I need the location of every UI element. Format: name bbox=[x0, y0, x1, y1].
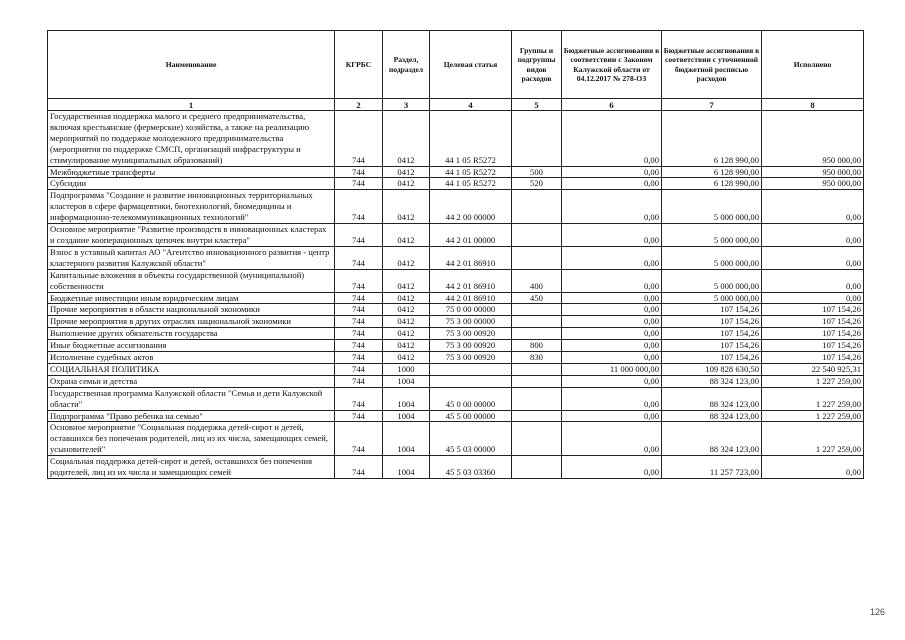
row-plan-amount: 88 324 123,00 bbox=[662, 422, 762, 456]
row-law-amount: 0,00 bbox=[562, 375, 662, 387]
row-target: 44 1 05 R5272 bbox=[430, 178, 512, 190]
row-done-amount: 22 540 925,31 bbox=[762, 363, 864, 375]
row-done-amount: 0,00 bbox=[762, 246, 864, 269]
table-row bbox=[48, 292, 864, 304]
row-law-amount: 0,00 bbox=[562, 410, 662, 422]
row-done-amount: 0,00 bbox=[762, 292, 864, 304]
row-plan-amount: 6 128 990,00 bbox=[662, 166, 762, 178]
row-group bbox=[512, 410, 562, 422]
colnum: 5 bbox=[512, 99, 562, 111]
header-name: Наименование bbox=[48, 31, 335, 99]
row-target: 75 3 00 00920 bbox=[430, 352, 512, 364]
table-row bbox=[48, 190, 864, 224]
table-row bbox=[48, 246, 864, 269]
table-row bbox=[48, 111, 864, 167]
row-kgrbs: 744 bbox=[335, 387, 383, 410]
row-law-amount: 11 000 000,00 bbox=[562, 363, 662, 375]
row-target: 45 5 03 00000 bbox=[430, 422, 512, 456]
row-done-amount: 1 227 259,00 bbox=[762, 422, 864, 456]
row-law-amount: 0,00 bbox=[562, 224, 662, 247]
row-section: 1000 bbox=[383, 363, 430, 375]
row-law-amount: 0,00 bbox=[562, 352, 662, 364]
row-kgrbs: 744 bbox=[335, 224, 383, 247]
row-done-amount: 950 000,00 bbox=[762, 111, 864, 167]
row-target: 44 2 01 86910 bbox=[430, 269, 512, 292]
header-group: Группы и подгруппы видов расходов bbox=[512, 31, 562, 99]
colnum: 3 bbox=[383, 99, 430, 111]
row-name: Государственная программа Калужской области "Семья и дети Калужской области" bbox=[48, 387, 335, 410]
row-kgrbs: 744 bbox=[335, 190, 383, 224]
row-done-amount: 950 000,00 bbox=[762, 178, 864, 190]
row-section: 0412 bbox=[383, 178, 430, 190]
row-target: 75 3 00 00000 bbox=[430, 316, 512, 328]
row-done-amount: 0,00 bbox=[762, 190, 864, 224]
row-plan-amount: 107 154,26 bbox=[662, 328, 762, 340]
row-law-amount: 0,00 bbox=[562, 304, 662, 316]
row-target: 44 1 05 R5272 bbox=[430, 166, 512, 178]
row-group bbox=[512, 387, 562, 410]
row-section: 0412 bbox=[383, 269, 430, 292]
row-target: 45 5 03 03360 bbox=[430, 456, 512, 479]
row-kgrbs: 744 bbox=[335, 328, 383, 340]
row-kgrbs: 744 bbox=[335, 178, 383, 190]
row-law-amount: 0,00 bbox=[562, 456, 662, 479]
row-name: Социальная поддержка детей-сирот и детей, оставшихся без попечения родителей, лиц из их числа и замещающих семей bbox=[48, 456, 335, 479]
row-done-amount: 950 000,00 bbox=[762, 166, 864, 178]
row-done-amount: 1 227 259,00 bbox=[762, 387, 864, 410]
row-name: Выполнение других обязательств государства bbox=[48, 328, 335, 340]
row-group bbox=[512, 422, 562, 456]
colnum: 7 bbox=[662, 99, 762, 111]
row-section: 0412 bbox=[383, 190, 430, 224]
row-target: 45 0 00 00000 bbox=[430, 387, 512, 410]
row-kgrbs: 744 bbox=[335, 410, 383, 422]
row-done-amount: 0,00 bbox=[762, 456, 864, 479]
row-name: Субсидии bbox=[48, 178, 335, 190]
row-target: 44 2 00 00000 bbox=[430, 190, 512, 224]
row-section: 0412 bbox=[383, 246, 430, 269]
row-plan-amount: 6 128 990,00 bbox=[662, 111, 762, 167]
row-name: Прочие мероприятия в других отраслях национальной экономики bbox=[48, 316, 335, 328]
row-group bbox=[512, 456, 562, 479]
row-plan-amount: 107 154,26 bbox=[662, 316, 762, 328]
row-plan-amount: 5 000 000,00 bbox=[662, 246, 762, 269]
row-kgrbs: 744 bbox=[335, 304, 383, 316]
row-group: 830 bbox=[512, 352, 562, 364]
table-row bbox=[48, 224, 864, 247]
row-group bbox=[512, 363, 562, 375]
row-section: 1004 bbox=[383, 422, 430, 456]
row-plan-amount: 5 000 000,00 bbox=[662, 292, 762, 304]
row-name: Подпрограмма "Право ребенка на семью" bbox=[48, 410, 335, 422]
table-row bbox=[48, 178, 864, 190]
row-kgrbs: 744 bbox=[335, 292, 383, 304]
row-plan-amount: 5 000 000,00 bbox=[662, 190, 762, 224]
row-plan-amount: 5 000 000,00 bbox=[662, 269, 762, 292]
row-done-amount: 107 154,26 bbox=[762, 304, 864, 316]
row-target: 44 2 01 86910 bbox=[430, 246, 512, 269]
row-done-amount: 107 154,26 bbox=[762, 340, 864, 352]
row-kgrbs: 744 bbox=[335, 375, 383, 387]
row-done-amount: 0,00 bbox=[762, 224, 864, 247]
row-done-amount: 1 227 259,00 bbox=[762, 410, 864, 422]
table-row bbox=[48, 304, 864, 316]
row-plan-amount: 109 828 630,50 bbox=[662, 363, 762, 375]
row-section: 0412 bbox=[383, 304, 430, 316]
row-name: Бюджетные инвестиции иным юридическим лицам bbox=[48, 292, 335, 304]
table-row bbox=[48, 328, 864, 340]
row-law-amount: 0,00 bbox=[562, 292, 662, 304]
row-name: Прочие мероприятия в области национальной экономики bbox=[48, 304, 335, 316]
row-law-amount: 0,00 bbox=[562, 246, 662, 269]
table-row bbox=[48, 387, 864, 410]
row-plan-amount: 107 154,26 bbox=[662, 304, 762, 316]
colnum: 1 bbox=[48, 99, 335, 111]
row-law-amount: 0,00 bbox=[562, 387, 662, 410]
row-plan-amount: 107 154,26 bbox=[662, 352, 762, 364]
row-name: Подпрограмма "Создание и развитие инновационных территориальных кластеров в сфере фармацевтики, биотехнологий, биомедицины и информационно-телекоммуникационных технологий" bbox=[48, 190, 335, 224]
row-group bbox=[512, 316, 562, 328]
row-law-amount: 0,00 bbox=[562, 422, 662, 456]
header-kgrbs: КГРБС bbox=[335, 31, 383, 99]
row-law-amount: 0,00 bbox=[562, 111, 662, 167]
row-kgrbs: 744 bbox=[335, 456, 383, 479]
table-row bbox=[48, 363, 864, 375]
row-name: Государственная поддержка малого и среднего предпринимательства, включая крестьянские (фермерские) хозяйства, а также на реализацию мероприятий по поддержке молодежного предпринимательства (мероприятия по поддержке СМСП, организаций инфраструктуры и стимулирование муниципальных образований) bbox=[48, 111, 335, 167]
table-row bbox=[48, 422, 864, 456]
row-group bbox=[512, 246, 562, 269]
colnum: 6 bbox=[562, 99, 662, 111]
row-law-amount: 0,00 bbox=[562, 166, 662, 178]
row-done-amount: 107 154,26 bbox=[762, 316, 864, 328]
row-name: Межбюджетные трансферты bbox=[48, 166, 335, 178]
row-law-amount: 0,00 bbox=[562, 316, 662, 328]
row-group bbox=[512, 224, 562, 247]
colnum: 4 bbox=[430, 99, 512, 111]
row-group: 400 bbox=[512, 269, 562, 292]
row-target: 75 3 00 00920 bbox=[430, 340, 512, 352]
row-group: 500 bbox=[512, 166, 562, 178]
row-plan-amount: 6 128 990,00 bbox=[662, 178, 762, 190]
row-group: 450 bbox=[512, 292, 562, 304]
row-plan-amount: 5 000 000,00 bbox=[662, 224, 762, 247]
header-target: Целевая статья bbox=[430, 31, 512, 99]
colnum: 2 bbox=[335, 99, 383, 111]
row-name: Исполнение судебных актов bbox=[48, 352, 335, 364]
row-done-amount: 0,00 bbox=[762, 269, 864, 292]
table-row bbox=[48, 340, 864, 352]
row-kgrbs: 744 bbox=[335, 269, 383, 292]
row-kgrbs: 744 bbox=[335, 166, 383, 178]
row-section: 0412 bbox=[383, 224, 430, 247]
row-name: Охрана семьи и детства bbox=[48, 375, 335, 387]
header-section: Раздел, подраздел bbox=[383, 31, 430, 99]
row-plan-amount: 88 324 123,00 bbox=[662, 410, 762, 422]
row-target: 45 5 00 00000 bbox=[430, 410, 512, 422]
row-group bbox=[512, 328, 562, 340]
row-plan-amount: 88 324 123,00 bbox=[662, 387, 762, 410]
row-section: 1004 bbox=[383, 375, 430, 387]
row-done-amount: 1 227 259,00 bbox=[762, 375, 864, 387]
row-law-amount: 0,00 bbox=[562, 328, 662, 340]
row-plan-amount: 11 257 723,00 bbox=[662, 456, 762, 479]
row-name: Взнос в уставный капитал АО "Агентство инновационного развития - центр кластерного развития Калужской области" bbox=[48, 246, 335, 269]
table-row bbox=[48, 269, 864, 292]
row-group bbox=[512, 375, 562, 387]
row-kgrbs: 744 bbox=[335, 340, 383, 352]
column-numbers-row bbox=[48, 99, 864, 111]
row-name: СОЦИАЛЬНАЯ ПОЛИТИКА bbox=[48, 363, 335, 375]
row-kgrbs: 744 bbox=[335, 363, 383, 375]
page-number: 126 bbox=[870, 607, 886, 617]
table-row bbox=[48, 352, 864, 364]
row-group: 800 bbox=[512, 340, 562, 352]
row-target: 75 3 00 00920 bbox=[430, 328, 512, 340]
row-kgrbs: 744 bbox=[335, 352, 383, 364]
table-row bbox=[48, 375, 864, 387]
row-plan-amount: 107 154,26 bbox=[662, 340, 762, 352]
row-law-amount: 0,00 bbox=[562, 178, 662, 190]
row-section: 0412 bbox=[383, 340, 430, 352]
row-section: 0412 bbox=[383, 316, 430, 328]
row-section: 0412 bbox=[383, 111, 430, 167]
row-target: 44 2 01 86910 bbox=[430, 292, 512, 304]
row-section: 0412 bbox=[383, 292, 430, 304]
table-row bbox=[48, 166, 864, 178]
row-target: 44 2 01 00000 bbox=[430, 224, 512, 247]
row-law-amount: 0,00 bbox=[562, 269, 662, 292]
row-kgrbs: 744 bbox=[335, 316, 383, 328]
row-section: 0412 bbox=[383, 166, 430, 178]
header-law: Бюджетные ассигнования в соответствии с Законом Калужской области от 04.12.2017 № 278-ОЗ bbox=[562, 31, 662, 99]
row-group: 520 bbox=[512, 178, 562, 190]
colnum: 8 bbox=[762, 99, 864, 111]
row-plan-amount: 88 324 123,00 bbox=[662, 375, 762, 387]
row-group bbox=[512, 111, 562, 167]
budget-table bbox=[47, 30, 864, 479]
table-header bbox=[48, 31, 864, 99]
row-target bbox=[430, 375, 512, 387]
row-target bbox=[430, 363, 512, 375]
row-name: Основное мероприятие "Социальная поддержка детей-сирот и детей, оставшихся без попечения родителей, лиц из их числа, замещающих семей, усыновителей" bbox=[48, 422, 335, 456]
row-section: 1004 bbox=[383, 410, 430, 422]
row-name: Иные бюджетные ассигнования bbox=[48, 340, 335, 352]
row-section: 0412 bbox=[383, 352, 430, 364]
row-section: 0412 bbox=[383, 328, 430, 340]
row-target: 44 1 05 R5272 bbox=[430, 111, 512, 167]
row-kgrbs: 744 bbox=[335, 111, 383, 167]
row-section: 1004 bbox=[383, 387, 430, 410]
row-kgrbs: 744 bbox=[335, 246, 383, 269]
row-group bbox=[512, 304, 562, 316]
row-kgrbs: 744 bbox=[335, 422, 383, 456]
row-done-amount: 107 154,26 bbox=[762, 352, 864, 364]
row-name: Капитальные вложения в объекты государственной (муниципальной) собственности bbox=[48, 269, 335, 292]
header-plan: Бюджетные ассигнования в соответствии с уточненной бюджетной росписью расходов bbox=[662, 31, 762, 99]
header-done: Исполнено bbox=[762, 31, 864, 99]
row-section: 1004 bbox=[383, 456, 430, 479]
table-row bbox=[48, 456, 864, 479]
row-target: 75 0 00 00000 bbox=[430, 304, 512, 316]
row-law-amount: 0,00 bbox=[562, 340, 662, 352]
table-row bbox=[48, 316, 864, 328]
row-done-amount: 107 154,26 bbox=[762, 328, 864, 340]
row-group bbox=[512, 190, 562, 224]
row-name: Основное мероприятие "Развитие производств в инновационных кластерах и создание кооперационных цепочек внутри кластера" bbox=[48, 224, 335, 247]
row-law-amount: 0,00 bbox=[562, 190, 662, 224]
table-row bbox=[48, 410, 864, 422]
